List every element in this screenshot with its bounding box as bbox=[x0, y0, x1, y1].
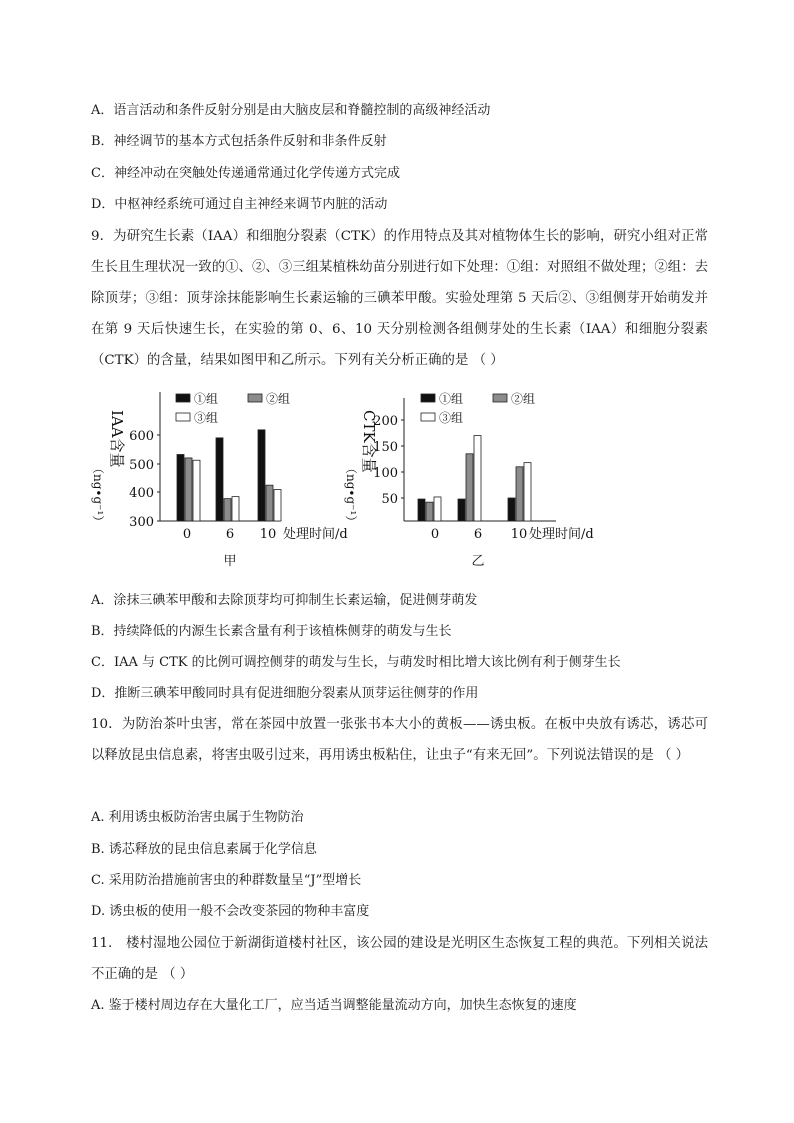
chart-2-caption: 乙 bbox=[471, 554, 485, 569]
q10-option-d: D. 诱虫板的使用一般不会改变茶园的物种丰富度 bbox=[91, 904, 370, 919]
chart-1-y-tick-label: 500 bbox=[129, 458, 154, 473]
chart-1-x-label: 处理时间/d bbox=[283, 527, 348, 542]
q9-stem: 9．为研究生长素（IAA）和细胞分裂素（CTK）的作用特点及其对植物体生长的影响，研究小组对正常生长且生理状况一致的①、②、③三组某植株幼苗分别进行如下处理：①组：对照组不做处理；②组：去除顶芽；③组：顶芽涂抹能影响生长素运输的三碘苯甲酸。实验处理第 5 天后②、③组侧芽开始萌发并在第 9 天后快速生长，在实验的第 0、6、10 天分别检测各组侧芽处的生长素（IAA）和细胞分裂素（CTK）的含量，结果如图甲和乙所示。下列有关分析正确的是 （ ） bbox=[91, 229, 708, 368]
chart-1-x-tick-label: 0 bbox=[182, 527, 192, 542]
chart-2-y-tick-label: 50 bbox=[381, 492, 398, 507]
q10-stem: 10．为防治茶叶虫害，常在茶园中放置一张张书本大小的黄板——诱虫板。在板中央放有诱芯，诱芯可以释放昆虫信息素，将害虫吸引过来，再用诱虫板粘住，让虫子“有来无回”。下列说法错误的是 （ ） bbox=[91, 717, 708, 763]
chart-2-bar-0-3 bbox=[434, 497, 441, 521]
q10-option-a: A. 利用诱虫板防治害虫属于生物防治 bbox=[91, 810, 304, 825]
chart-1-legend-label-3: ③组 bbox=[194, 411, 219, 425]
chart-1-y-tick-label: 300 bbox=[129, 515, 154, 530]
chart-2-legend-label-1: ①组 bbox=[439, 392, 464, 406]
chart-2-x-tick-label: 6 bbox=[473, 527, 483, 542]
chart-2-legend-swatch-3 bbox=[421, 413, 435, 421]
q9-bar-charts bbox=[0, 380, 794, 580]
chart-1-bar-10-2 bbox=[266, 485, 273, 521]
q9-figure bbox=[0, 380, 794, 580]
chart-2-y-tick-label: 100 bbox=[373, 466, 398, 481]
chart-1-legend-label-2: ②组 bbox=[266, 392, 291, 406]
chart-2-bar-10-3 bbox=[524, 463, 531, 521]
chart-1-legend-swatch-3 bbox=[176, 413, 190, 421]
chart-2-y-unit: （ng•g⁻¹） bbox=[344, 462, 358, 528]
chart-2-x-tick-label: 0 bbox=[430, 527, 440, 542]
q11-stem: 11. 楼村湿地公园位于新湖街道楼村社区，该公园的建设是光明区生态恢复工程的典范。下列相关说法不正确的是 （ ） bbox=[91, 936, 708, 982]
chart-1-bar-10-3 bbox=[274, 489, 281, 521]
q8-option-a: A．语言活动和条件反射分别是由大脑皮层和脊髓控制的高级神经活动 bbox=[91, 103, 491, 118]
chart-2-y-tick-label: 200 bbox=[373, 414, 398, 429]
chart-1-y-label: IAA含量 bbox=[108, 410, 126, 468]
q10-option-b: B. 诱芯释放的昆虫信息素属于化学信息 bbox=[91, 842, 317, 857]
chart-1-bar-6-3 bbox=[232, 497, 239, 521]
chart-1-y-tick-label: 400 bbox=[129, 486, 154, 501]
chart-2-bar-0-1 bbox=[418, 499, 425, 521]
chart-2-bar-6-1 bbox=[458, 499, 465, 521]
chart-2-y-tick-label: 150 bbox=[373, 440, 398, 455]
chart-2-bar-6-2 bbox=[466, 454, 473, 521]
q11-option-a: A. 鉴于楼村周边存在大量化工厂，应当适当调整能量流动方向，加快生态恢复的速度 bbox=[91, 998, 577, 1013]
chart-2-x-label: 处理时间/d bbox=[529, 527, 594, 542]
q10-option-c: C. 采用防治措施前害虫的种群数量呈“J”型增长 bbox=[91, 873, 362, 888]
chart-1-y-tick-label: 600 bbox=[129, 429, 154, 444]
chart-1-y-unit: （ng•g⁻¹） bbox=[91, 462, 105, 528]
chart-2-legend-swatch-2 bbox=[493, 394, 507, 402]
chart-1-caption: 甲 bbox=[223, 554, 237, 569]
chart-1-legend-swatch-1 bbox=[176, 394, 190, 402]
q9-option-d: D．推断三碘苯甲酸同时具有促进细胞分裂素从顶芽运往侧芽的作用 bbox=[91, 686, 479, 701]
chart-1-x-tick-label: 6 bbox=[225, 527, 235, 542]
q8-option-d: D．中枢神经系统可通过自主神经来调节内脏的活动 bbox=[91, 197, 388, 212]
chart-1-bar-10-1 bbox=[258, 430, 265, 521]
chart-2-legend-label-3: ③组 bbox=[439, 411, 464, 425]
q9-option-b: B．持续降低的内源生长素含量有利于该植株侧芽的萌发与生长 bbox=[91, 624, 452, 639]
chart-2-bar-10-2 bbox=[516, 467, 523, 521]
chart-2-legend-swatch-1 bbox=[421, 394, 435, 402]
q9-option-a: A．涂抹三碘苯甲酸和去除顶芽均可抑制生长素运输，促进侧芽萌发 bbox=[91, 593, 478, 608]
chart-2-y-label: CTK含量 bbox=[360, 410, 378, 473]
chart-2-x-tick-label: 10 bbox=[510, 527, 528, 542]
chart-1-bar-6-2 bbox=[224, 499, 231, 521]
chart-1-bar-0-2 bbox=[185, 458, 192, 521]
chart-1-bar-0-3 bbox=[193, 460, 200, 521]
q8-option-c: C．神经冲动在突触处传递通常通过化学传递方式完成 bbox=[91, 166, 400, 181]
q9-option-c: C．IAA 与 CTK 的比例可调控侧芽的萌发与生长，与萌发时相比增大该比例有利于侧芽生长 bbox=[91, 655, 621, 670]
chart-1-bar-6-1 bbox=[216, 438, 223, 521]
q8-option-b: B．神经调节的基本方式包括条件反射和非条件反射 bbox=[91, 134, 387, 149]
chart-1-x-tick-label: 10 bbox=[259, 527, 277, 542]
chart-1-legend-label-1: ①组 bbox=[194, 392, 219, 406]
chart-2-bar-6-3 bbox=[474, 436, 481, 521]
chart-2-bar-10-1 bbox=[508, 498, 515, 521]
chart-1-bar-0-1 bbox=[177, 454, 184, 521]
chart-2-legend-label-2: ②组 bbox=[511, 392, 536, 406]
chart-2-bar-0-2 bbox=[426, 502, 433, 521]
chart-1-legend-swatch-2 bbox=[248, 394, 262, 402]
